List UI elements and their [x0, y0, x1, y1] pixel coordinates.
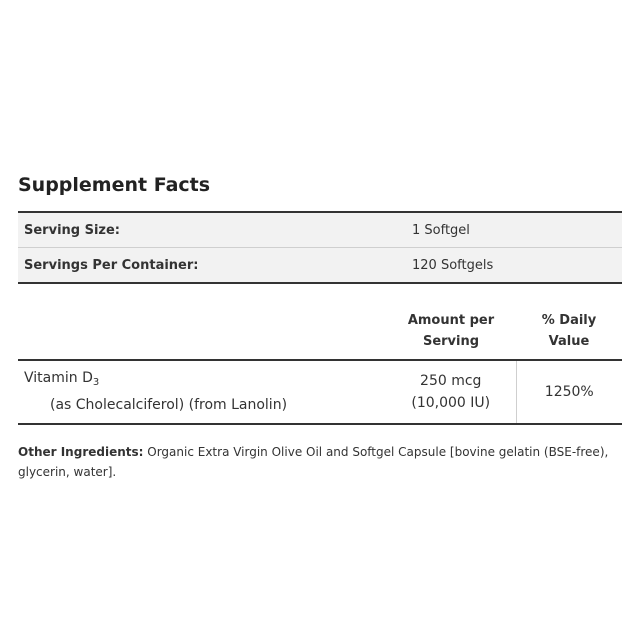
nutrient-daily-value: 1250% — [516, 360, 622, 424]
nutrient-detail: (as Cholecalciferol) (from Lanolin) — [50, 397, 288, 413]
servings-per-container-row — [18, 248, 622, 284]
amount-header-line2: Serving — [422, 334, 480, 349]
other-ingredients — [18, 442, 628, 482]
amount-header-line1: Amount per — [407, 313, 495, 328]
daily-value-header: % Daily Value — [516, 304, 622, 360]
nutrient-amount-cell — [386, 360, 516, 424]
nutrient-amount-line1: 250 mcg — [420, 372, 482, 389]
nutrient-table — [18, 304, 622, 425]
nutrient-row — [18, 360, 622, 424]
nutrient-name: Vitamin D — [24, 370, 93, 386]
serving-size-label: Serving Size: — [18, 212, 406, 248]
nutrient-header-row — [18, 304, 622, 360]
panel-title: Supplement Facts — [18, 174, 211, 196]
servings-per-container-value: 120 Softgels — [406, 248, 622, 284]
supplement-facts-panel — [18, 172, 622, 425]
serving-size-row — [18, 212, 622, 248]
nutrient-name-subscript: 3 — [92, 377, 100, 388]
nutrient-name-header — [18, 304, 386, 360]
other-ingredients-label: Other Ingredients: — [18, 445, 144, 459]
nutrient-amount-line2: (10,000 IU) — [411, 394, 491, 411]
serving-size-value: 1 Softgel — [406, 212, 622, 248]
servings-per-container-label: Servings Per Container: — [18, 248, 406, 284]
serving-info-table — [18, 211, 622, 284]
amount-per-serving-header — [386, 304, 516, 360]
nutrient-name-cell — [18, 360, 386, 424]
other-ingredients-text: Organic Extra Virgin Olive Oil and Softgel Capsule [bovine gelatin (BSE-free), glycerin, water]. — [18, 445, 609, 479]
